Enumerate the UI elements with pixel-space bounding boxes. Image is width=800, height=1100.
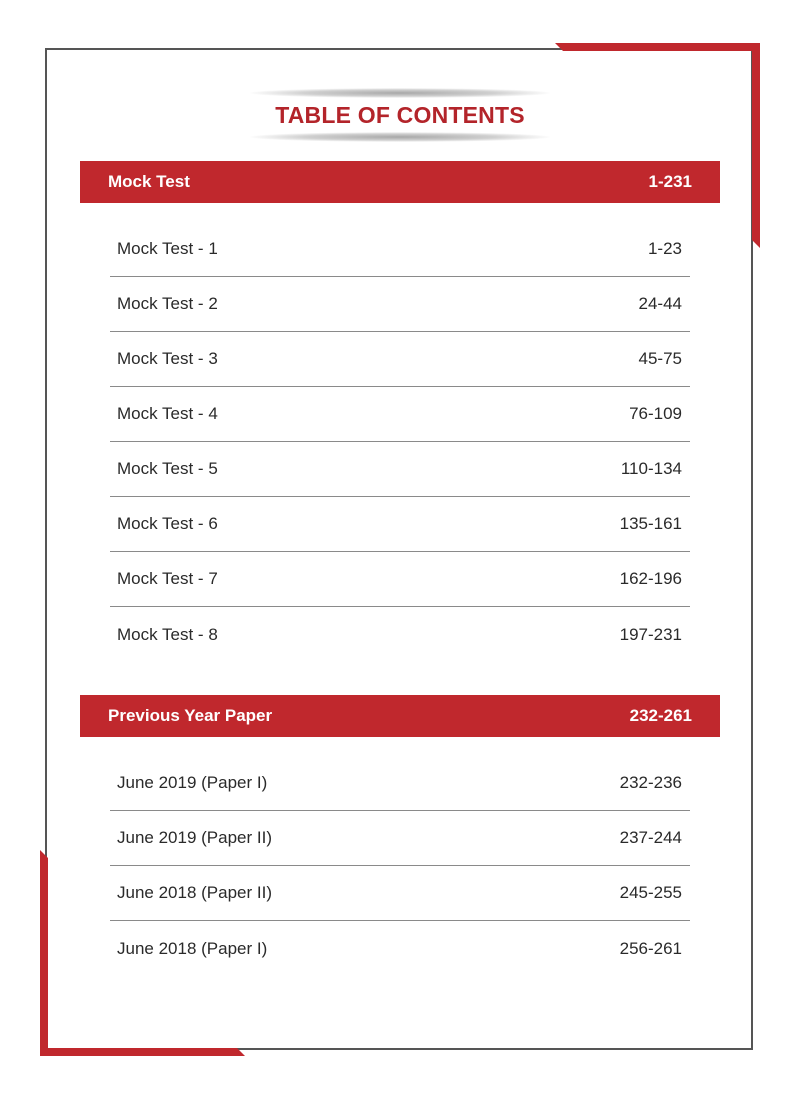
section-header-label: Mock Test <box>108 172 190 191</box>
page-title: TABLE OF CONTENTS <box>275 101 525 128</box>
entry-pages: 24-44 <box>638 294 682 313</box>
corner-accent-bottom-left-horizontal <box>40 1048 245 1056</box>
toc-entry[interactable] <box>110 756 690 811</box>
section-header-label: Previous Year Paper <box>108 706 273 725</box>
toc-entry[interactable] <box>110 607 690 662</box>
entry-pages: 197-231 <box>619 624 682 644</box>
entry-pages: 110-134 <box>620 459 682 478</box>
entry-label: Mock Test - 7 <box>117 569 218 588</box>
toc-entry[interactable] <box>110 332 690 387</box>
entry-label: Mock Test - 6 <box>117 514 218 533</box>
toc-entry[interactable] <box>110 497 690 552</box>
entry-label: Mock Test - 8 <box>117 624 218 644</box>
toc-entry[interactable] <box>110 866 690 921</box>
toc-entry[interactable] <box>110 277 690 332</box>
corner-accent-top-right-horizontal <box>555 43 760 51</box>
entry-label: June 2019 (Paper I) <box>117 773 268 792</box>
entry-pages: 237-244 <box>619 828 682 847</box>
toc-entry[interactable] <box>110 811 690 866</box>
section-header-pages: 232-261 <box>629 706 692 725</box>
corner-accent-bottom-left-vertical <box>40 850 48 1056</box>
entry-label: June 2018 (Paper II) <box>117 883 272 902</box>
entry-pages: 162-196 <box>619 569 682 588</box>
entry-label: June 2018 (Paper I) <box>117 938 268 958</box>
mock-test-list <box>110 222 690 662</box>
title-swoosh-bottom <box>250 132 550 142</box>
entry-pages: 76-109 <box>629 404 682 423</box>
toc-entry[interactable] <box>110 222 690 277</box>
toc-entry[interactable] <box>110 552 690 607</box>
toc-entry[interactable] <box>110 387 690 442</box>
entry-label: Mock Test - 1 <box>117 239 218 258</box>
entry-pages: 1-23 <box>647 239 682 258</box>
title-swoosh-top <box>250 88 550 98</box>
previous-year-paper-list <box>110 756 690 976</box>
section-header-mock-test[interactable] <box>80 161 720 203</box>
toc-entry[interactable] <box>110 921 690 976</box>
entry-label: June 2019 (Paper II) <box>117 828 272 847</box>
corner-accent-top-right-vertical <box>752 43 760 248</box>
section-header-previous-year-paper[interactable] <box>80 695 720 737</box>
entry-label: Mock Test - 5 <box>117 459 218 478</box>
section-header-pages: 1-231 <box>648 172 692 191</box>
entry-label: Mock Test - 4 <box>117 404 218 423</box>
toc-entry[interactable] <box>110 442 690 497</box>
entry-label: Mock Test - 3 <box>117 349 218 368</box>
entry-pages: 245-255 <box>619 883 682 902</box>
entry-pages: 135-161 <box>619 514 682 533</box>
title-banner <box>250 88 550 142</box>
entry-pages: 232-236 <box>619 773 682 792</box>
entry-pages: 45-75 <box>638 349 682 368</box>
entry-pages: 256-261 <box>619 938 682 958</box>
entry-label: Mock Test - 2 <box>117 294 218 313</box>
